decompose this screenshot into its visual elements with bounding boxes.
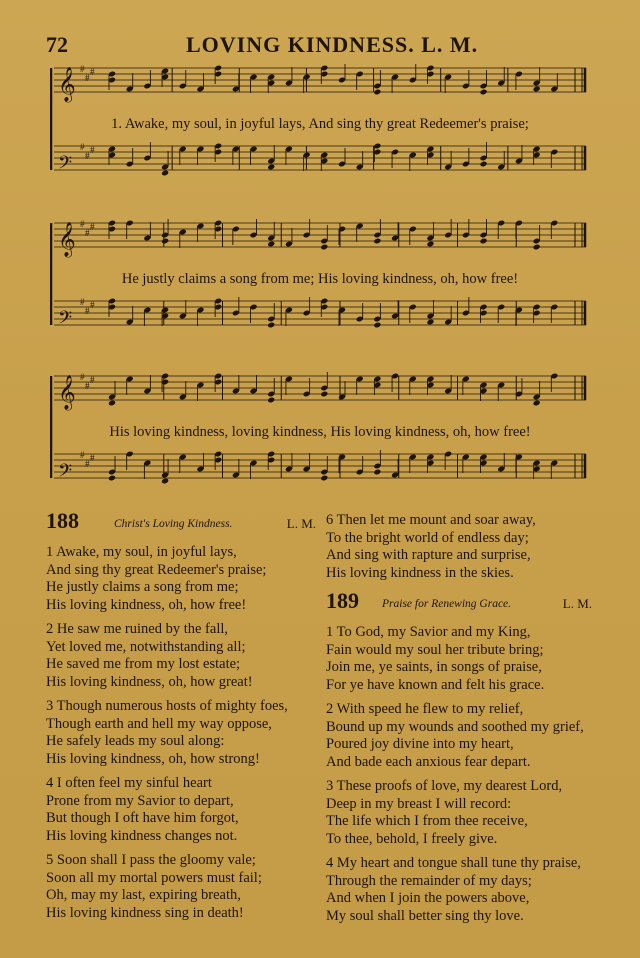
svg-text:#: # [90, 222, 95, 232]
hymn-meter: L. M. [286, 516, 316, 531]
verse-line: His loving kindness, oh, how free! [46, 596, 247, 613]
verse-line: Poured joy divine into my heart, [326, 736, 514, 752]
svg-text:#: # [85, 228, 90, 238]
svg-text:#: # [85, 381, 90, 391]
verse-line: 3 Though numerous hosts of mighty foes, [46, 698, 288, 714]
svg-text:#: # [80, 297, 85, 307]
verse-line: His loving kindness changes not. [46, 827, 238, 844]
verse-line: He saved me from my lost estate; [46, 656, 241, 672]
verse-line: Join me, ye saints, in songs of praise, [326, 659, 542, 675]
verse [46, 852, 318, 922]
svg-text:#: # [85, 73, 90, 83]
verse-line: And sing thy great Redeemer's praise; [46, 561, 267, 578]
svg-text:#: # [90, 145, 95, 155]
verse-line: Bound up my wounds and soothed my grief, [326, 718, 584, 735]
verse-line: 1 To God, my Savior and my King, [326, 624, 531, 640]
verse-line: To the bright world of endless day; [326, 529, 529, 546]
verse-line: Prone from my Savior to depart, [46, 792, 234, 809]
verse-line: My soul shall better sing thy love. [326, 907, 524, 924]
lyric-line-3: His loving kindness, loving kindness, His loving kindness, oh, how free! [109, 424, 531, 440]
verse-line: His loving kindness sing in death! [46, 904, 244, 921]
verse [326, 624, 594, 694]
verse-line: 6 Then let me mount and soar away, [326, 512, 536, 528]
svg-text:𝄢: 𝄢 [58, 308, 73, 333]
verse [326, 512, 594, 582]
verse-line: Deep in my breast I will record: [326, 795, 512, 812]
hymn-heading [46, 508, 318, 538]
svg-text:#: # [90, 67, 95, 77]
svg-text:#: # [80, 142, 85, 152]
svg-text:𝄞: 𝄞 [58, 67, 76, 102]
lyric-line-2: He justly claims a song from me; His loving kindness, oh, how free! [121, 271, 519, 287]
verse-line: His loving kindness in the skies. [326, 564, 514, 581]
lyric-line-1: 1. Awake, my soul, in joyful lays, And sing thy great Redeemer's praise; [111, 116, 529, 132]
svg-text:𝄞: 𝄞 [58, 375, 76, 410]
page-header [0, 30, 640, 60]
verse-line: The life which I from thee receive, [326, 813, 528, 829]
verse [326, 855, 594, 925]
verse-line: 5 Soon shall I pass the gloomy vale; [46, 852, 256, 868]
verse-line: His loving kindness, oh, how strong! [46, 750, 260, 767]
hymn-188 [46, 508, 318, 929]
svg-text:#: # [90, 453, 95, 463]
hymn-number: 189 [326, 588, 359, 613]
verse-line: He safely leads my soul along: [46, 733, 225, 749]
verse-line: 1 Awake, my soul, in joyful lays, [46, 544, 237, 560]
svg-text:#: # [85, 459, 90, 469]
svg-text:#: # [80, 219, 85, 229]
music-system-1 [50, 60, 590, 195]
hymn-subject: Christ's Loving Kindness. [114, 518, 233, 530]
svg-text:#: # [90, 300, 95, 310]
verse-line: For ye have known and felt his grace. [326, 676, 545, 693]
verse [46, 775, 318, 845]
verse-line: Soon all my mortal powers must fail; [46, 869, 262, 886]
verse-line: To thee, behold, I freely give. [326, 830, 498, 847]
verse [46, 544, 318, 614]
music-system-2 [50, 215, 590, 350]
verse-line: 3 These proofs of love, my dearest Lord, [326, 778, 563, 794]
verse-line: Fain would my soul her tribute bring; [326, 641, 544, 658]
verse-line: Yet loved me, notwithstanding all; [46, 638, 246, 655]
verse-line: His loving kindness, oh, how great! [46, 673, 253, 690]
verse-line: Though earth and hell my way oppose, [46, 715, 272, 732]
verse [326, 778, 594, 848]
song-title: LOVING KINDNESS. L. M. [186, 32, 479, 57]
hymn-heading [326, 588, 594, 618]
svg-text:#: # [80, 372, 85, 382]
svg-text:#: # [85, 151, 90, 161]
music-system-3 [50, 368, 590, 503]
page-number: 72 [46, 32, 68, 57]
svg-text:#: # [90, 375, 95, 385]
verse-line: But though I oft have him forgot, [46, 810, 239, 826]
hymn-subject: Praise for Renewing Grace. [382, 598, 512, 610]
verse-line: 4 I often feel my sinful heart [46, 775, 212, 791]
verse-line: Oh, may my last, expiring breath, [46, 887, 241, 903]
verse [326, 701, 594, 771]
svg-text:𝄢: 𝄢 [58, 461, 73, 486]
verse [46, 621, 318, 691]
svg-text:𝄢: 𝄢 [58, 153, 73, 178]
verse-line: And sing with rapture and surprise, [326, 547, 531, 563]
hymn-number: 188 [46, 508, 79, 533]
svg-text:#: # [80, 450, 85, 460]
svg-text:𝄞: 𝄞 [58, 222, 76, 257]
svg-text:#: # [80, 64, 85, 74]
verse-line: 4 My heart and tongue shall tune thy praise, [326, 855, 581, 871]
svg-text:#: # [85, 306, 90, 316]
verse [46, 698, 318, 768]
hymn-meter: L. M. [562, 596, 592, 611]
right-column [326, 512, 594, 932]
verse-line: Through the remainder of my days; [326, 872, 532, 889]
verse-line: And bade each anxious fear depart. [326, 753, 531, 770]
verse-line: He justly claims a song from me; [46, 579, 239, 595]
verse-line: 2 With speed he flew to my relief, [326, 701, 524, 717]
verse-line: And when I join the powers above, [326, 890, 530, 906]
verse-line: 2 He saw me ruined by the fall, [46, 621, 229, 637]
